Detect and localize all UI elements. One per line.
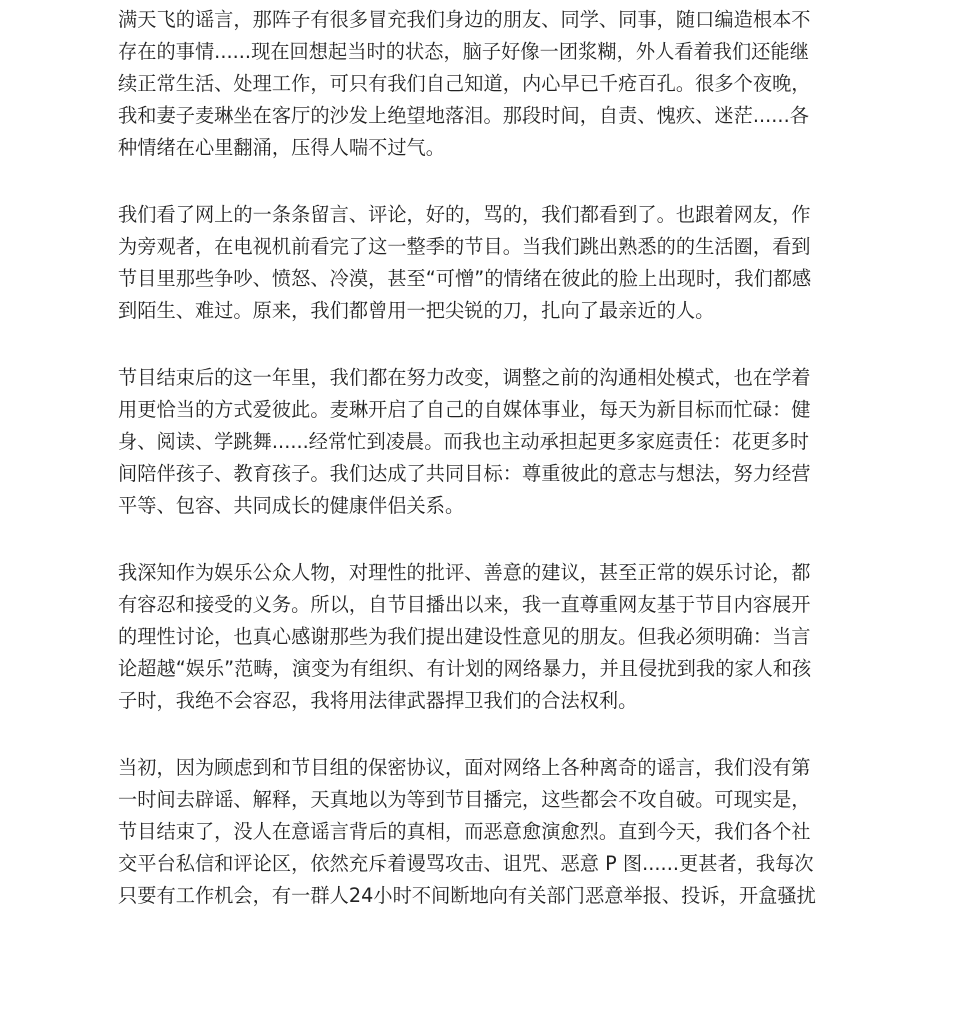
text-line: 交平台私信和评论区，依然充斥着谩骂攻击、诅咒、恶意 P 图......更甚者，我每次 — [118, 852, 814, 875]
text-line: 续正常生活、处理工作，可只有我们自己知道，内心早已千疮百孔。很多个夜晚， — [118, 72, 811, 95]
text-line: 论超越“娱乐”范畴，演变为有组织、有计划的网络暴力，并且侵扰到我的家人和孩 — [118, 657, 812, 680]
text-line: 到陌生、难过。原来，我们都曾用一把尖锐的刀，扎向了最亲近的人。 — [118, 299, 715, 322]
paragraph-1 — [118, 4, 938, 164]
text-line: 平等、包容、共同成长的健康伴侣关系。 — [118, 494, 465, 517]
text-line: 间陪伴孩子、教育孩子。我们达成了共同目标：尊重彼此的意志与想法，努力经营 — [118, 462, 811, 485]
text-line: 满天飞的谣言，那阵子有很多冒充我们身边的朋友、同学、同事，随口编造根本不 — [118, 8, 811, 31]
text-line: 节目里那些争吵、愤怒、冷漠，甚至“可憎”的情绪在彼此的脸上出现时，我们都感 — [118, 267, 812, 290]
text-line: 当初，因为顾虑到和节目组的保密协议，面对网络上各种离奇的谣言，我们没有第 — [118, 756, 811, 779]
text-line: 节目结束后的这一年里，我们都在努力改变，调整之前的沟通相处模式，也在学着 — [118, 366, 811, 389]
article-body — [118, 0, 938, 947]
text-line: 存在的事情......现在回想起当时的状态，脑子好像一团浆糊，外人看着我们还能继 — [118, 40, 809, 63]
paragraph-4 — [118, 557, 938, 717]
text-line: 用更恰当的方式爱彼此。麦琳开启了自己的自媒体事业，每天为新目标而忙碌：健 — [118, 398, 811, 421]
text-line: 一时间去辟谣、解释，天真地以为等到节目播完，这些都会不攻自破。可现实是， — [118, 788, 811, 811]
text-line: 我们看了网上的一条条留言、评论，好的，骂的，我们都看到了。也跟着网友，作 — [118, 203, 811, 226]
text-line: 我深知作为娱乐公众人物，对理性的批评、善意的建议，甚至正常的娱乐讨论，都 — [118, 561, 811, 584]
text-line: 我和妻子麦琳坐在客厅的沙发上绝望地落泪。那段时间，自责、愧疚、迷茫......各 — [118, 104, 809, 127]
text-line: 的理性讨论，也真心感谢那些为我们提出建设性意见的朋友。但我必须明确：当言 — [118, 625, 811, 648]
text-line: 种情绪在心里翻涌，压得人喘不过气。 — [118, 136, 446, 159]
text-line: 有容忍和接受的义务。所以，自节目播出以来，我一直尊重网友基于节目内容展开 — [118, 593, 811, 616]
paragraph-2 — [118, 199, 938, 327]
text-line: 为旁观者，在电视机前看完了这一整季的节目。当我们跳出熟悉的的生活圈，看到 — [118, 235, 811, 258]
paragraph-5 — [118, 752, 938, 912]
text-line: 子时，我绝不会容忍，我将用法律武器捍卫我们的合法权利。 — [118, 689, 638, 712]
paragraph-3 — [118, 362, 938, 522]
text-line: 只要有工作机会，有一群人24小时不间断地向有关部门恶意举报、投诉，开盒骚扰 — [118, 884, 816, 907]
text-line: 身、阅读、学跳舞......经常忙到凌晨。而我也主动承担起更多家庭责任：花更多时 — [118, 430, 809, 453]
text-line: 节目结束了，没人在意谣言背后的真相，而恶意愈演愈烈。直到今天，我们各个社 — [118, 820, 811, 843]
